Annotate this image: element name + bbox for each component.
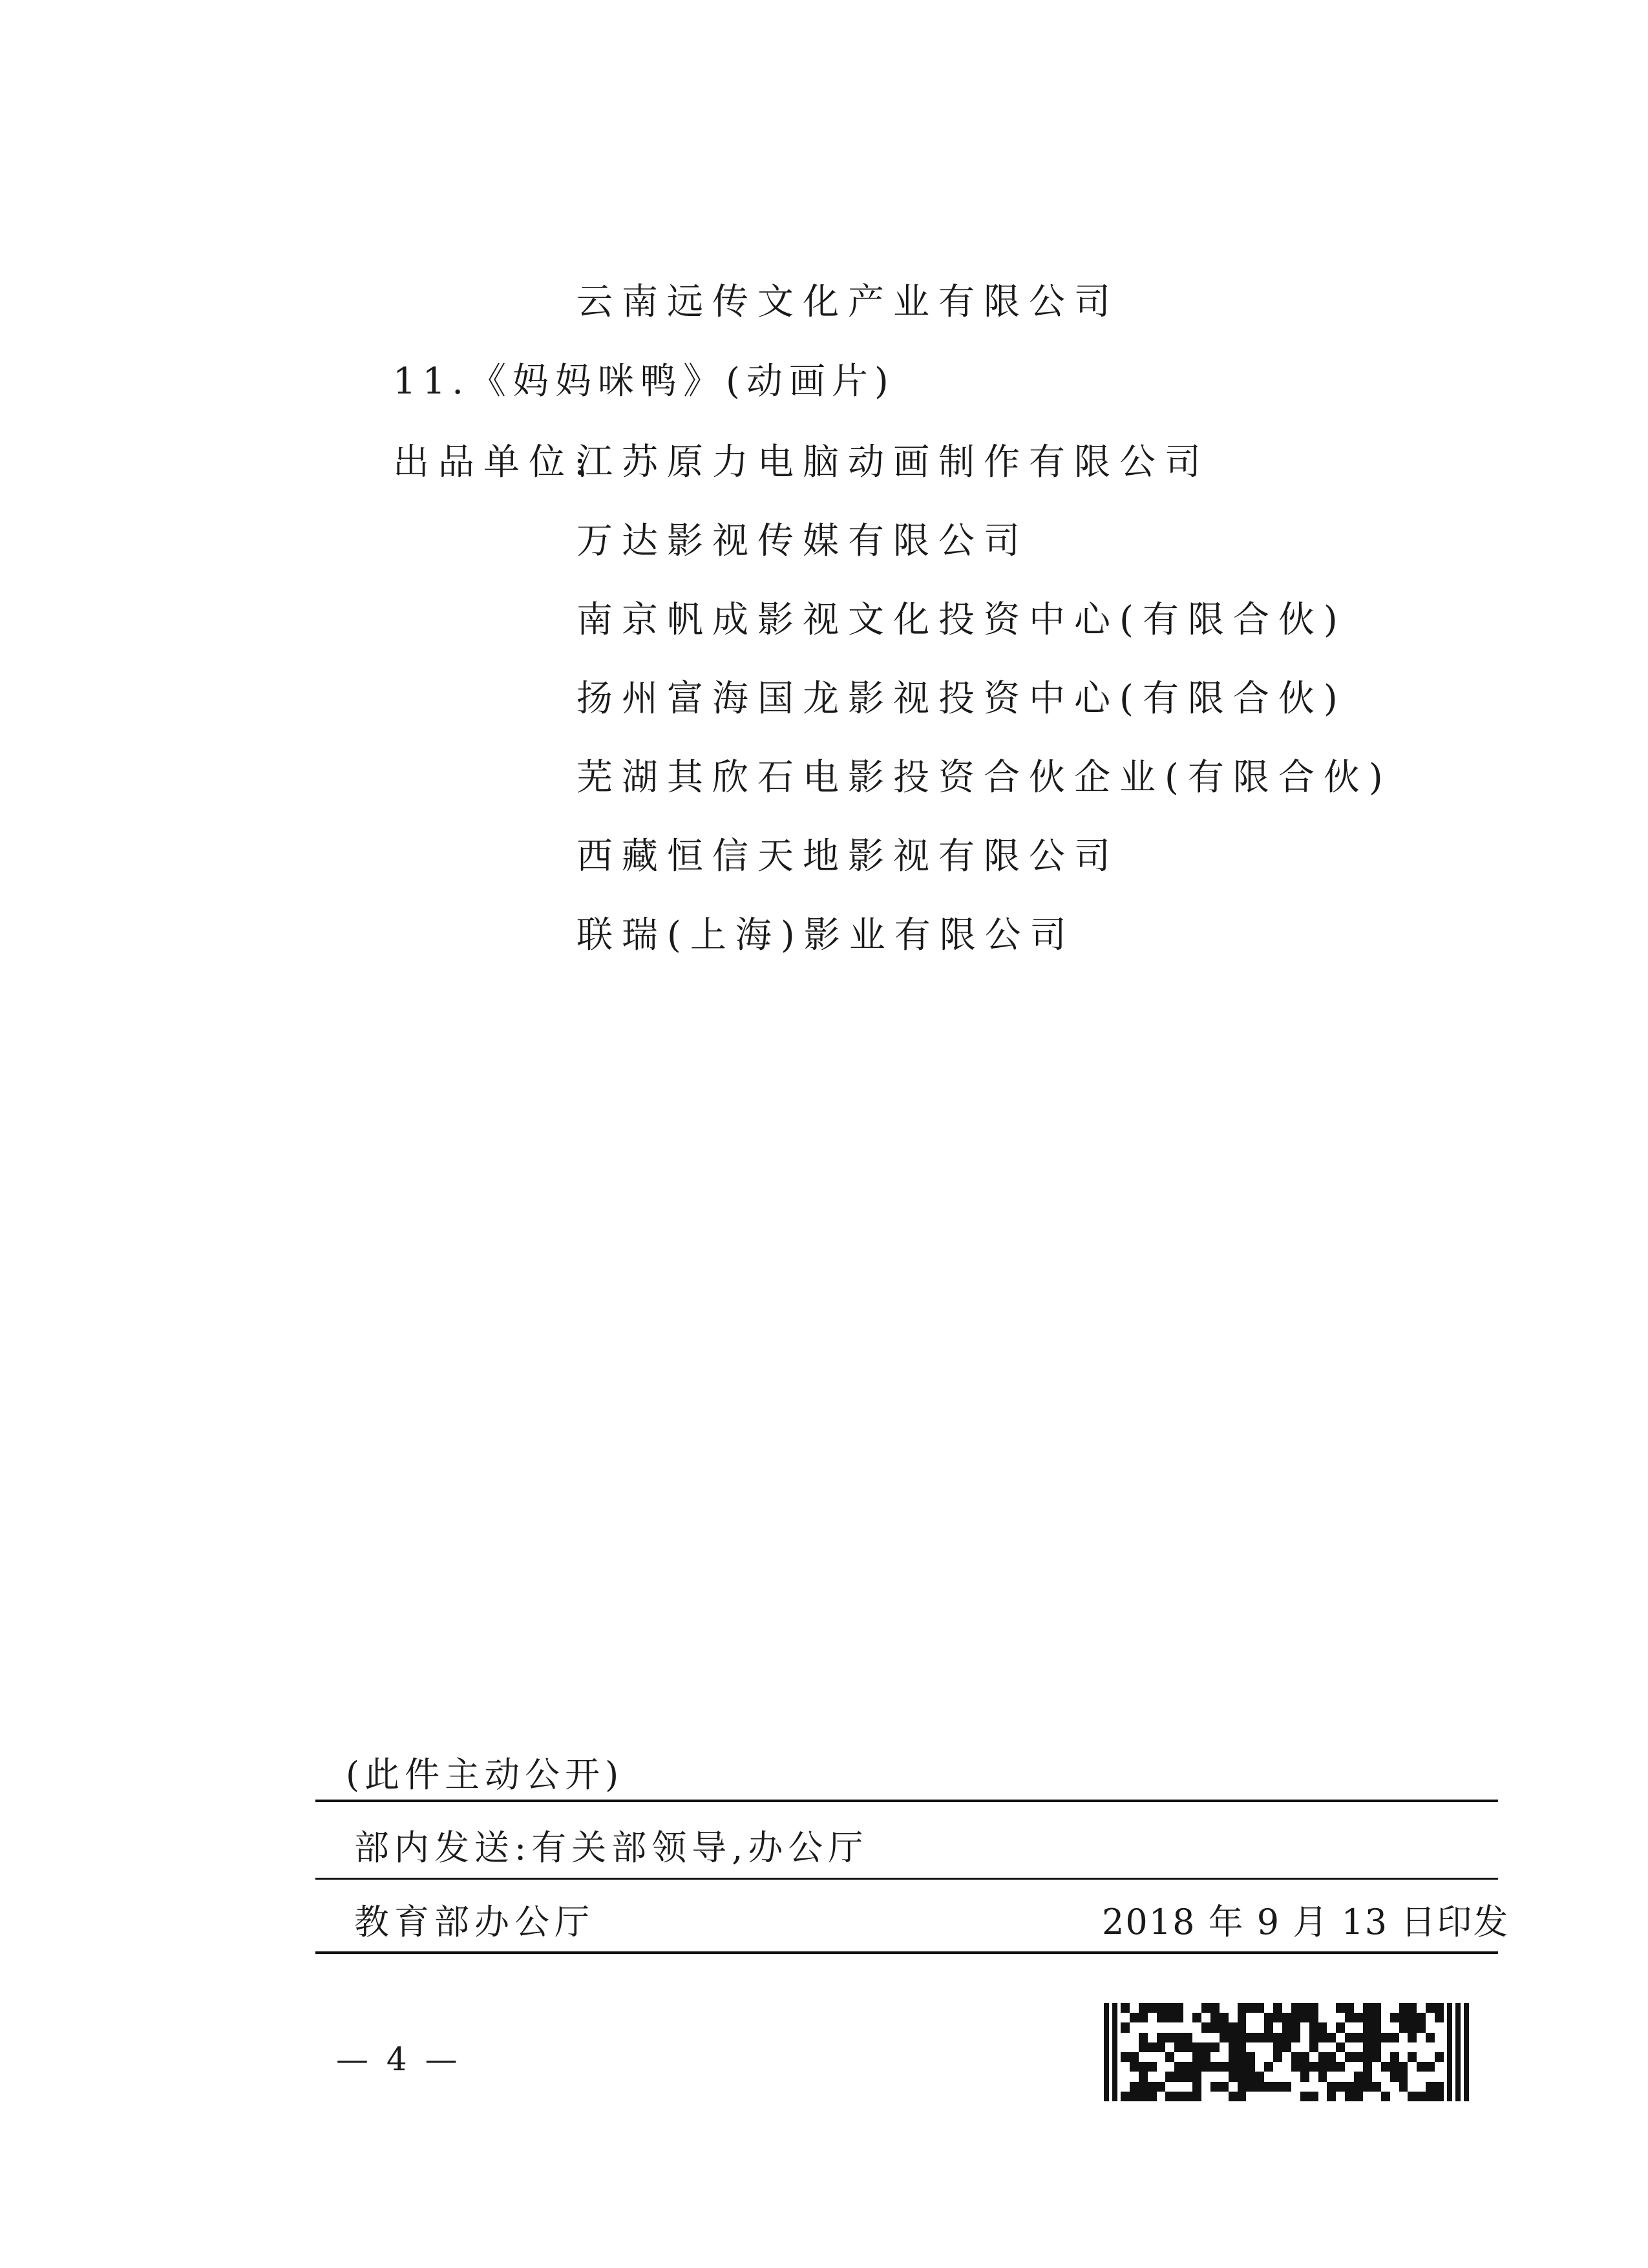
footer-rule-bottom (315, 1951, 1498, 1954)
producer-item: 南京帆成影视文化投资中心(有限合伙) (576, 599, 1347, 641)
item-heading: 11.《妈妈咪鸭》(动画片) (393, 361, 895, 403)
producer-item: 扬州富海国龙影视投资中心(有限合伙) (576, 678, 1347, 720)
producer-item: 西藏恒信天地影视有限公司 (576, 835, 1119, 877)
footer-rule-middle (315, 1878, 1498, 1880)
company-line: 云南远传文化产业有限公司 (576, 281, 1119, 323)
producer-item: 联瑞(上海)影业有限公司 (576, 914, 1075, 956)
barcode-icon (1104, 2003, 1469, 2101)
producer-label: 出品单位: (393, 441, 595, 483)
producer-item: 江苏原力电脑动画制作有限公司 (576, 441, 1210, 483)
distribution-line: 部内发送:有关部领导,办公厅 (354, 1827, 869, 1868)
page-number: — 4 — (336, 2041, 461, 2078)
producer-item: 芜湖其欣石电影投资合伙企业(有限合伙) (576, 757, 1392, 799)
disclosure-note: (此件主动公开) (346, 1754, 624, 1795)
issue-date: 2018 年 9 月 13 日印发 (1102, 1902, 1510, 1942)
issuer: 教育部办公厅 (354, 1902, 595, 1942)
footer-rule-top (315, 1800, 1498, 1802)
producer-item: 万达影视传媒有限公司 (576, 520, 1029, 562)
